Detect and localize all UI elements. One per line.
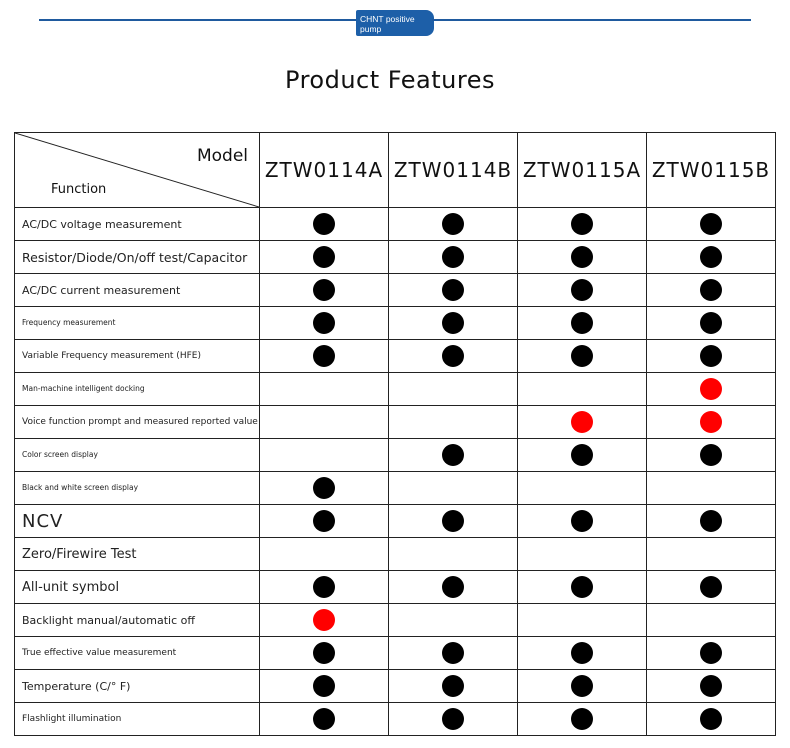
red-dot-icon: [700, 411, 722, 433]
black-dot-icon: [313, 477, 335, 499]
support-cell: [260, 307, 389, 340]
support-cell: [647, 571, 776, 604]
support-cell: [647, 208, 776, 241]
feature-label: Variable Frequency measurement (HFE): [15, 340, 260, 373]
black-dot-icon: [571, 213, 593, 235]
page-title: Product Features: [285, 66, 495, 94]
black-dot-icon: [442, 675, 464, 697]
support-cell: [260, 274, 389, 307]
support-cell: [260, 571, 389, 604]
support-cell: [647, 604, 776, 637]
support-cell: [518, 505, 647, 538]
support-cell: [647, 406, 776, 439]
support-cell: [260, 340, 389, 373]
black-dot-icon: [313, 642, 335, 664]
table-row: [15, 472, 776, 505]
feature-label: Flashlight illumination: [15, 703, 260, 736]
support-cell: [647, 538, 776, 571]
support-cell: [647, 274, 776, 307]
feature-label: Resistor/Diode/On/off test/Capacitor: [15, 241, 260, 274]
support-cell: [389, 703, 518, 736]
support-cell: [260, 538, 389, 571]
feature-label: Black and white screen display: [15, 472, 260, 505]
black-dot-icon: [571, 246, 593, 268]
support-cell: [260, 505, 389, 538]
support-cell: [389, 538, 518, 571]
support-cell: [518, 274, 647, 307]
table-row: [15, 274, 776, 307]
black-dot-icon: [700, 312, 722, 334]
brand-badge: CHNT positive pump: [356, 10, 434, 36]
red-dot-icon: [313, 609, 335, 631]
black-dot-icon: [700, 510, 722, 532]
feature-label: AC/DC voltage measurement: [15, 208, 260, 241]
black-dot-icon: [571, 312, 593, 334]
support-cell: [518, 373, 647, 406]
black-dot-icon: [700, 675, 722, 697]
table-row: [15, 670, 776, 703]
black-dot-icon: [571, 510, 593, 532]
support-cell: [260, 439, 389, 472]
red-dot-icon: [700, 378, 722, 400]
black-dot-icon: [442, 576, 464, 598]
brand-line-right: [432, 19, 751, 21]
table-row: [15, 637, 776, 670]
black-dot-icon: [571, 345, 593, 367]
model-header: ZTW0115B: [647, 133, 776, 208]
brand-line-left: [39, 19, 359, 21]
header-row: [15, 133, 776, 208]
feature-label: Man-machine intelligent docking: [15, 373, 260, 406]
black-dot-icon: [313, 279, 335, 301]
support-cell: [518, 538, 647, 571]
support-cell: [389, 208, 518, 241]
support-cell: [260, 208, 389, 241]
black-dot-icon: [313, 213, 335, 235]
table-row: [15, 604, 776, 637]
table-row: [15, 208, 776, 241]
black-dot-icon: [571, 675, 593, 697]
black-dot-icon: [442, 279, 464, 301]
support-cell: [260, 604, 389, 637]
support-cell: [518, 703, 647, 736]
support-cell: [647, 505, 776, 538]
support-cell: [518, 307, 647, 340]
support-cell: [647, 670, 776, 703]
feature-label: NCV: [15, 505, 260, 538]
support-cell: [389, 472, 518, 505]
support-cell: [260, 241, 389, 274]
support-cell: [518, 241, 647, 274]
black-dot-icon: [313, 675, 335, 697]
support-cell: [518, 340, 647, 373]
table-row: [15, 340, 776, 373]
support-cell: [518, 571, 647, 604]
model-header: ZTW0114B: [389, 133, 518, 208]
black-dot-icon: [313, 345, 335, 367]
support-cell: [260, 472, 389, 505]
support-cell: [518, 670, 647, 703]
feature-label: True effective value measurement: [15, 637, 260, 670]
black-dot-icon: [313, 510, 335, 532]
table-row: [15, 703, 776, 736]
support-cell: [389, 373, 518, 406]
support-cell: [389, 670, 518, 703]
support-cell: [647, 307, 776, 340]
support-cell: [518, 472, 647, 505]
black-dot-icon: [442, 444, 464, 466]
support-cell: [260, 373, 389, 406]
black-dot-icon: [571, 444, 593, 466]
red-dot-icon: [571, 411, 593, 433]
table-row: [15, 373, 776, 406]
table-row: [15, 439, 776, 472]
feature-label: Backlight manual/automatic off: [15, 604, 260, 637]
feature-label: Frequency measurement: [15, 307, 260, 340]
black-dot-icon: [700, 642, 722, 664]
black-dot-icon: [313, 708, 335, 730]
support-cell: [389, 439, 518, 472]
support-cell: [389, 571, 518, 604]
black-dot-icon: [442, 510, 464, 532]
support-cell: [389, 307, 518, 340]
black-dot-icon: [313, 246, 335, 268]
model-function-header: [15, 133, 260, 208]
black-dot-icon: [700, 576, 722, 598]
support-cell: [518, 604, 647, 637]
feature-label: Voice function prompt and measured reported value: [15, 406, 260, 439]
support-cell: [647, 241, 776, 274]
model-label: Model: [196, 146, 248, 166]
black-dot-icon: [442, 642, 464, 664]
feature-label: Temperature (C/° F): [15, 670, 260, 703]
support-cell: [389, 406, 518, 439]
black-dot-icon: [700, 279, 722, 301]
function-label: Function: [51, 182, 107, 197]
model-header: ZTW0115A: [518, 133, 647, 208]
support-cell: [518, 637, 647, 670]
model-header: ZTW0114A: [260, 133, 389, 208]
table-row: [15, 571, 776, 604]
table-row: [15, 406, 776, 439]
support-cell: [518, 439, 647, 472]
support-cell: [647, 472, 776, 505]
support-cell: [647, 439, 776, 472]
black-dot-icon: [571, 279, 593, 301]
support-cell: [518, 406, 647, 439]
black-dot-icon: [571, 576, 593, 598]
black-dot-icon: [571, 708, 593, 730]
support-cell: [518, 208, 647, 241]
support-cell: [647, 637, 776, 670]
table-row: [15, 538, 776, 571]
black-dot-icon: [700, 345, 722, 367]
black-dot-icon: [442, 345, 464, 367]
support-cell: [647, 340, 776, 373]
black-dot-icon: [442, 246, 464, 268]
feature-label: Color screen display: [15, 439, 260, 472]
black-dot-icon: [571, 642, 593, 664]
black-dot-icon: [700, 213, 722, 235]
support-cell: [389, 637, 518, 670]
support-cell: [389, 274, 518, 307]
table-row: [15, 505, 776, 538]
support-cell: [260, 406, 389, 439]
support-cell: [260, 670, 389, 703]
support-cell: [260, 703, 389, 736]
black-dot-icon: [700, 246, 722, 268]
black-dot-icon: [442, 708, 464, 730]
support-cell: [389, 604, 518, 637]
feature-label: AC/DC current measurement: [15, 274, 260, 307]
feature-label: All-unit symbol: [15, 571, 260, 604]
support-cell: [647, 373, 776, 406]
feature-label: Zero/Firewire Test: [15, 538, 260, 571]
black-dot-icon: [442, 213, 464, 235]
black-dot-icon: [313, 576, 335, 598]
features-table: [14, 132, 776, 736]
support-cell: [389, 505, 518, 538]
support-cell: [647, 703, 776, 736]
black-dot-icon: [313, 312, 335, 334]
black-dot-icon: [700, 708, 722, 730]
table-row: [15, 241, 776, 274]
support-cell: [389, 241, 518, 274]
table-row: [15, 307, 776, 340]
support-cell: [389, 340, 518, 373]
support-cell: [260, 637, 389, 670]
black-dot-icon: [700, 444, 722, 466]
black-dot-icon: [442, 312, 464, 334]
